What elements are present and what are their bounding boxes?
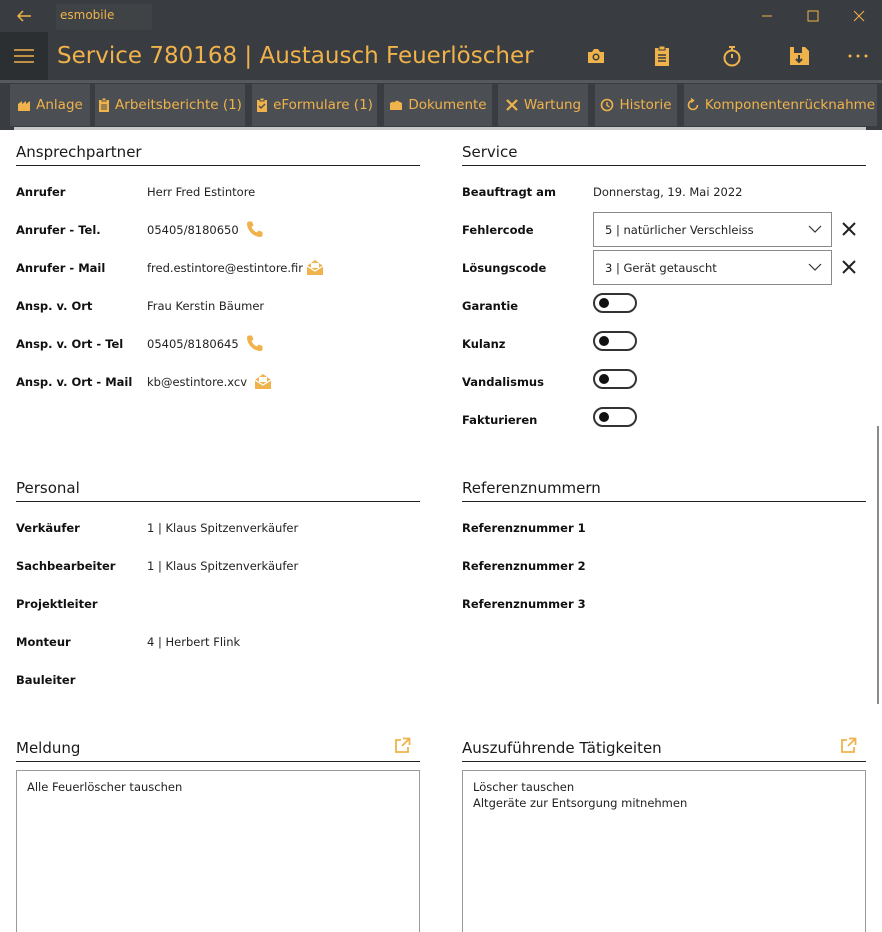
save-icon[interactable] [786, 42, 814, 70]
tab-bar-divider [14, 127, 866, 130]
field-label: Fakturieren [462, 413, 538, 427]
field-value-ansp-ort-mail: kb@estintore.xcv [147, 375, 248, 389]
field-label: Bauleiter [16, 673, 76, 687]
field-value-monteur: 4 | Herbert Flink [147, 635, 241, 649]
dropdown-value: 5 | natürlicher Verschleiss [605, 223, 754, 237]
phone-icon[interactable] [246, 220, 264, 242]
chevron-down-icon [808, 263, 822, 272]
tab-label: Dokumente [408, 97, 487, 113]
field-value-sachbearbeiter: 1 | Klaus Spitzenverkäufer [147, 559, 299, 573]
section-divider [462, 761, 866, 762]
field-label: Kulanz [462, 337, 506, 351]
vertical-scrollbar[interactable] [877, 426, 879, 704]
field-label: Garantie [462, 299, 519, 313]
stopwatch-icon[interactable] [718, 42, 746, 70]
open-external-icon[interactable] [394, 737, 411, 758]
tab-bar [0, 80, 882, 130]
tab-label: eFormulare (1) [273, 97, 373, 113]
tab-label: Anlage [36, 97, 83, 113]
field-label: Referenznummer 1 [462, 521, 586, 535]
close-window-icon[interactable] [836, 0, 882, 32]
minimize-icon[interactable] [744, 0, 790, 32]
field-label: Vandalismus [462, 375, 544, 389]
field-value-ansp-ort-tel: 05405/8180645 [147, 337, 239, 351]
field-value-anrufer: Herr Fred Estintore [147, 185, 256, 199]
open-external-icon[interactable] [840, 737, 857, 758]
mail-icon[interactable] [254, 372, 272, 394]
tab-arbeitsberichte[interactable] [95, 84, 245, 126]
tab-komponentenruecknahme[interactable] [684, 84, 877, 126]
tab-label: Arbeitsberichte (1) [115, 97, 242, 113]
field-label: Referenznummer 3 [462, 597, 586, 611]
field-label: Ansp. v. Ort [16, 299, 93, 313]
field-label: Lösungscode [462, 261, 547, 275]
section-divider [462, 165, 866, 166]
app-name: esmobile [60, 8, 115, 22]
mail-icon[interactable] [306, 258, 324, 280]
chevron-down-icon [808, 225, 822, 234]
section-divider [16, 761, 420, 762]
field-label: Beauftragt am [462, 185, 556, 199]
tab-historie[interactable] [595, 84, 677, 126]
tab-anlage[interactable] [10, 84, 90, 126]
loesungscode-dropdown[interactable] [593, 250, 832, 285]
toggle-knob [599, 374, 609, 384]
field-value-verkaeufer: 1 | Klaus Spitzenverkäufer [147, 521, 299, 535]
vandalismus-toggle[interactable] [593, 369, 637, 389]
meldung-textarea[interactable]: Alle Feuerlöscher tauschen [16, 770, 420, 932]
dropdown-value: 3 | Gerät getauscht [605, 261, 717, 275]
tab-dokumente[interactable] [384, 84, 492, 126]
return-icon [686, 98, 700, 112]
field-label: Ansp. v. Ort - Tel [16, 337, 124, 351]
fehlercode-dropdown[interactable] [593, 212, 832, 247]
field-label: Referenznummer 2 [462, 559, 586, 573]
hamburger-menu-icon[interactable] [0, 32, 48, 80]
tab-label: Historie [619, 97, 672, 113]
section-title-ansprechpartner: Ansprechpartner [16, 143, 142, 161]
toggle-knob [599, 298, 609, 308]
building-icon [17, 98, 31, 112]
section-title-personal: Personal [16, 479, 80, 497]
clear-fehlercode-icon[interactable] [840, 220, 858, 238]
field-label: Verkäufer [16, 521, 80, 535]
clipboard-icon [98, 98, 110, 112]
title-bar [0, 0, 882, 32]
section-divider [16, 165, 420, 166]
field-value-beauftragt: Donnerstag, 19. Mai 2022 [593, 185, 743, 199]
taetigkeiten-textarea[interactable]: Löscher tauschen Altgeräte zur Entsorgung mitnehmen [462, 770, 866, 932]
kulanz-toggle[interactable] [593, 331, 637, 351]
documents-icon [389, 98, 403, 112]
field-label: Sachbearbeiter [16, 559, 116, 573]
field-label: Ansp. v. Ort - Mail [16, 375, 133, 389]
field-value-ansp-ort: Frau Kerstin Bäumer [147, 299, 265, 313]
toggle-knob [599, 336, 609, 346]
app-header [0, 32, 882, 80]
field-label: Anrufer - Mail [16, 261, 106, 275]
phone-icon[interactable] [246, 334, 264, 356]
camera-icon[interactable] [582, 42, 610, 70]
field-label: Anrufer [16, 185, 66, 199]
back-arrow-icon[interactable] [14, 6, 34, 26]
garantie-toggle[interactable] [593, 293, 637, 313]
section-divider [16, 501, 420, 502]
field-label: Monteur [16, 635, 71, 649]
tab-label: Wartung [523, 97, 582, 113]
clipboard-check-icon [256, 98, 268, 112]
section-divider [462, 501, 866, 502]
field-label: Anrufer - Tel. [16, 223, 101, 237]
tab-wartung[interactable] [498, 84, 588, 126]
tab-eformulare[interactable] [252, 84, 377, 126]
field-label: Projektleiter [16, 597, 98, 611]
field-label: Fehlercode [462, 223, 534, 237]
field-value-anrufer-mail: fred.estintore@estintore.fir [147, 261, 303, 275]
page-title: Service 780168 | Austausch Feuerlöscher [57, 43, 534, 69]
tab-label: Komponentenrücknahme [704, 97, 876, 113]
tools-icon [505, 98, 519, 112]
section-title-meldung: Meldung [16, 739, 81, 757]
history-icon [600, 98, 614, 112]
maximize-icon[interactable] [790, 0, 836, 32]
clipboard-icon[interactable] [648, 42, 676, 70]
section-title-service: Service [462, 143, 518, 161]
fakturieren-toggle[interactable] [593, 407, 637, 427]
tab-bar-strip [0, 80, 882, 83]
section-title-taetigkeiten: Auszuführende Tätigkeiten [462, 739, 662, 757]
more-icon[interactable] [844, 42, 872, 70]
section-title-referenznummern: Referenznummern [462, 479, 601, 497]
field-value-anrufer-tel: 05405/8180650 [147, 223, 239, 237]
toggle-knob [599, 412, 609, 422]
clear-loesungscode-icon[interactable] [840, 258, 858, 276]
